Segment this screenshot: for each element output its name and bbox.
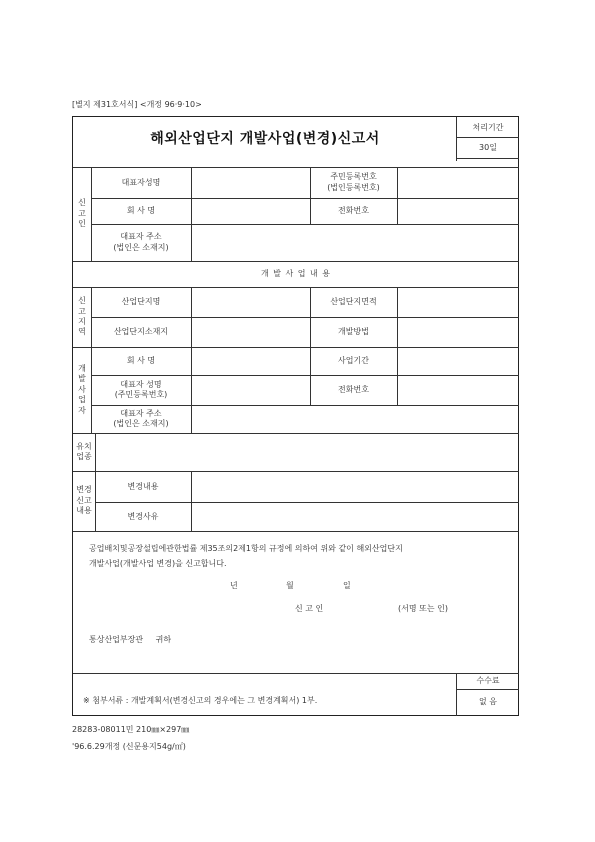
rule [397, 287, 398, 405]
dev-method-label: 개발방법 [338, 327, 369, 337]
complex-area-label: 산업단지면적 [330, 297, 377, 307]
dev-rep-name-field[interactable] [191, 375, 310, 405]
rule [73, 347, 519, 348]
rule [91, 375, 519, 376]
change-side-label: 변경 신고 내용 [76, 485, 92, 516]
attachments-note: ※ 첨부서류 : 개발계획서(변경신고의 경우에는 그 변경계획서) 1부. [83, 696, 318, 705]
rule [73, 531, 519, 532]
rule [91, 167, 92, 261]
phone-label: 전화번호 [338, 206, 369, 216]
region-side-label: 신 고 지 역 [78, 296, 86, 337]
complex-area-field[interactable] [397, 287, 519, 317]
dev-company-label: 회 사 명 [126, 356, 156, 366]
rule [73, 673, 519, 674]
fee-label: 수수료 [476, 676, 500, 686]
rule [73, 167, 519, 168]
address-field[interactable] [191, 224, 519, 261]
dev-phone-field[interactable] [397, 375, 519, 405]
report-form [72, 116, 519, 716]
processing-period-label: 처리기간 [472, 123, 504, 133]
rule [191, 287, 192, 433]
change-content-label: 변경내용 [127, 481, 159, 491]
processing-period-value: 30일 [479, 143, 497, 153]
rule [456, 158, 519, 159]
rep-name-label: 대표자성명 [121, 177, 161, 187]
dev-address-label: 대표자 주소 (법인은 소재지) [113, 408, 169, 428]
signature-note: (서명 또는 인) [398, 604, 448, 613]
industry-field[interactable] [95, 433, 519, 471]
rule [95, 433, 96, 531]
industry-side-label: 유치 업종 [76, 441, 92, 461]
dev-rep-name-label: 대표자 성명 (주민등록번호) [114, 379, 168, 399]
rule [73, 433, 519, 434]
rule [456, 689, 519, 690]
reporter-side-label: 신 고 인 [78, 198, 86, 229]
rule [191, 167, 192, 261]
date-day-label: 일 [343, 581, 351, 590]
reg-no-label: 주민등록번호 (법인등록번호) [327, 172, 380, 192]
dev-period-label: 사업기간 [338, 356, 369, 366]
dev-company-field[interactable] [191, 347, 310, 375]
address-label: 대표자 주소 (법인은 소재지) [113, 232, 169, 252]
rule [191, 471, 192, 531]
dev-section-title: 개 발 사 업 내 용 [260, 269, 332, 279]
rule [310, 287, 311, 405]
rule [91, 198, 519, 199]
developer-side-label: 개 발 사 업 자 [78, 364, 86, 415]
rule [73, 471, 519, 472]
dev-address-field[interactable] [191, 405, 519, 433]
complex-location-label: 산업단지소재지 [113, 327, 169, 337]
fee-value: 없 음 [479, 697, 497, 707]
reporter-signature-label: 신 고 인 [295, 604, 324, 613]
reg-no-field[interactable] [397, 167, 519, 198]
change-reason-label: 변경사유 [127, 511, 159, 521]
company-field[interactable] [191, 198, 310, 224]
dev-phone-label: 전화번호 [338, 385, 369, 395]
form-number-note: [별지 제31호서식] <개정 96·9·10> [72, 100, 202, 109]
rule [310, 167, 311, 224]
dev-period-field[interactable] [397, 347, 519, 375]
rule [91, 224, 519, 225]
rep-name-field[interactable] [191, 167, 310, 198]
rule [91, 405, 519, 406]
rule [91, 287, 92, 433]
complex-location-field[interactable] [191, 317, 310, 347]
change-content-field[interactable] [191, 471, 519, 502]
rule [456, 673, 457, 716]
company-label: 회 사 명 [126, 206, 156, 216]
declaration-text: 공업배치및공장설립에관한법률 제35조의2제1항의 규정에 의하여 위와 같이 해외산업단지 개발사업(개발사업 변경)을 신고합니다. [89, 544, 403, 569]
rule [95, 502, 519, 503]
rule [456, 137, 519, 138]
rule [456, 117, 457, 161]
footer-revision: '96.6.29개정 (신문용지54g/㎡) [72, 742, 186, 751]
footer-spec: 28283-08011민 210㎜×297㎜ [72, 725, 190, 734]
complex-name-field[interactable] [191, 287, 310, 317]
rule [73, 287, 519, 288]
rule [91, 317, 519, 318]
date-year-label: 년 [230, 581, 238, 590]
complex-name-label: 산업단지명 [121, 297, 161, 307]
change-reason-field[interactable] [191, 502, 519, 531]
form-title: 해외산업단지 개발사업(변경)신고서 [150, 130, 380, 147]
rule [73, 261, 519, 262]
date-month-label: 월 [286, 581, 294, 590]
rule [397, 167, 398, 224]
addressee: 통상산업부장관 귀하 [89, 635, 172, 644]
dev-method-field[interactable] [397, 317, 519, 347]
phone-field[interactable] [397, 198, 519, 224]
